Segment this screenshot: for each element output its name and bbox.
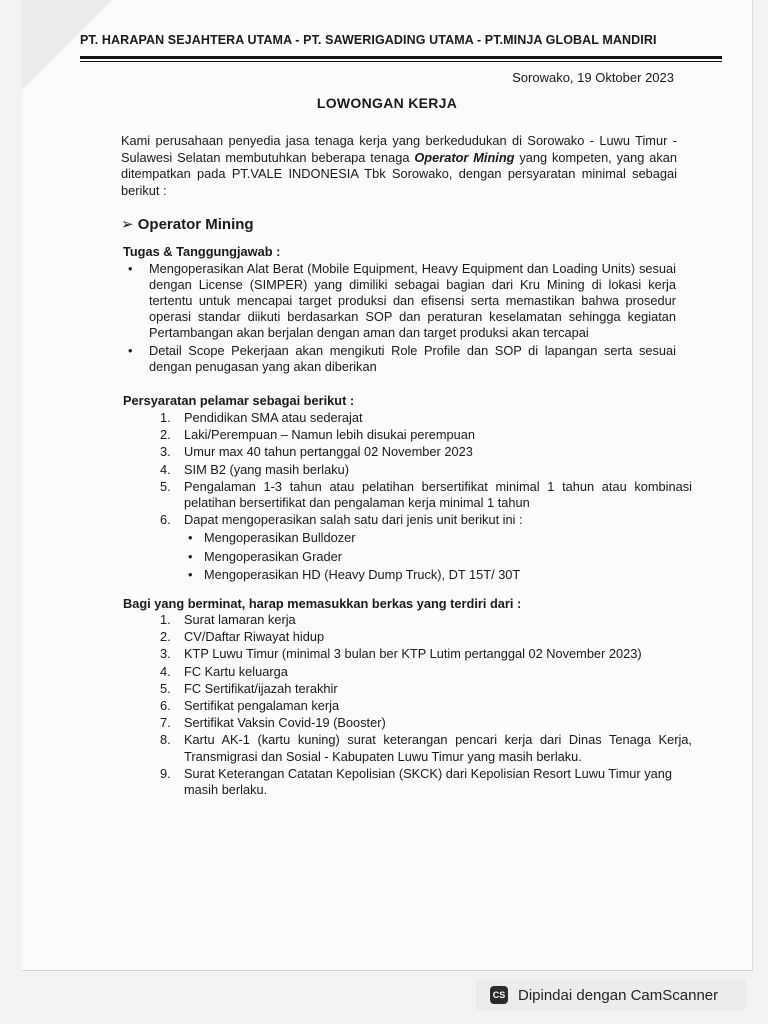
document-text: FC Kartu keluarga	[184, 663, 288, 679]
camscanner-watermark	[476, 980, 746, 1010]
document-text: Kartu AK-1 (kartu kuning) surat keterangan pencari kerja dari Dinas Tenaga Kerja, Transmigrasi dan Sosial - Kabupaten Luwu Timur yang masih berlaku.	[184, 732, 692, 764]
letterhead-companies: PT. HARAPAN SEJAHTERA UTAMA - PT. SAWERIGADING UTAMA - PT.MINJA GLOBAL MANDIRI	[80, 33, 657, 47]
intro-highlight: Operator Mining	[414, 149, 515, 165]
list-item: 6. Dapat mengoperasikan salah satu dari jenis unit berikut ini : • Mengoperasikan Bulldozer • Mengoperasikan Grader • Mengoperasikan HD (Heavy Dump Truck), DT 15T/ 30T	[160, 512, 692, 583]
bullet-icon: •	[128, 261, 133, 276]
camscanner-label: Dipindai dengan CamScanner	[518, 986, 719, 1004]
position-heading	[121, 215, 254, 233]
document-text: CV/Daftar Riwayat hidup	[184, 629, 325, 645]
list-item: 4. FC Kartu keluarga	[160, 663, 288, 679]
requirement-text: SIM B2 (yang masih berlaku)	[184, 461, 350, 477]
bullet-icon: •	[188, 566, 193, 582]
position-title: Operator Mining	[137, 216, 254, 233]
list-item: 8. Kartu AK-1 (kartu kuning) surat keterangan pencari kerja dari Dinas Tenaga Kerja, Transmigrasi dan Sosial - Kabupaten Luwu Timur yang masih berlaku.	[160, 732, 692, 764]
list-item: 1. Surat lamaran kerja	[160, 612, 296, 627]
list-item: 2. Laki/Perempuan – Namun lebih disukai perempuan	[160, 427, 475, 443]
duty-text: Detail Scope Pekerjaan akan mengikuti Role Profile dan SOP di lapangan serta sesuai dengan penugasan yang akan diberikan	[149, 343, 676, 374]
requirement-text: Pendidikan SMA atau sederajat	[184, 410, 363, 425]
requirements-list	[160, 410, 692, 585]
camscanner-icon: CS	[490, 986, 508, 1004]
letterhead-rule-thin	[80, 61, 722, 62]
list-item: 3. Umur max 40 tahun pertanggal 02 November 2023	[160, 444, 473, 460]
list-item: 7. Sertifikat Vaksin Covid-19 (Booster)	[160, 715, 386, 731]
document-text: FC Sertifikat/ijazah terakhir	[184, 680, 338, 696]
document-text: KTP Luwu Timur (minimal 3 bulan ber KTP Lutim pertanggal 02 November 2023)	[184, 646, 642, 662]
documents-list	[160, 612, 692, 799]
list-item	[126, 261, 676, 341]
requirement-text: Laki/Perempuan – Namun lebih disukai perempuan	[184, 427, 475, 443]
letter-date: Sorowako, 19 Oktober 2023	[512, 70, 674, 85]
unit-item	[184, 549, 692, 565]
intro-part2: yang kompeten, yang akan ditempatkan pada PT.VALE INDONESIA Tbk Sorowako, dengan persyaratan minimal sebagai berikut :	[121, 149, 677, 198]
list-item: 9. Surat Keterangan Catatan Kepolisian (SKCK) dari Kepolisian Resort Luwu Timur yang masih berlaku.	[160, 765, 672, 798]
bullet-icon: •	[188, 548, 193, 564]
requirements-heading: Persyaratan pelamar sebagai berikut :	[123, 393, 355, 408]
document-text: Surat Keterangan Catatan Kepolisian (SKCK) dari Kepolisian Resort Luwu Timur yang masih berlaku.	[184, 765, 672, 798]
list-item: 4. SIM B2 (yang masih berlaku)	[160, 461, 350, 477]
bullet-icon: •	[188, 530, 193, 546]
documents-heading: Bagi yang berminat, harap memasukkan berkas yang terdiri dari :	[123, 596, 522, 611]
requirement-text: Pengalaman 1-3 tahun atau pelatihan bersertifikat minimal 1 tahun atau kombinasi pelatihan bersertifikat dan pengalaman kerja minimal 1 tahun	[184, 478, 692, 511]
intro-part1: Kami perusahaan penyedia jasa tenaga kerja yang berkedudukan di Sorowako - Luwu Timur - Sulawesi Selatan membutuhkan beberapa tenaga	[121, 133, 677, 165]
document-text: Surat lamaran kerja	[184, 612, 296, 627]
requirement-text: Umur max 40 tahun pertanggal 02 November 2023	[184, 444, 473, 460]
list-item: 1. Pendidikan SMA atau sederajat	[160, 410, 363, 425]
intro-paragraph	[121, 133, 677, 199]
unit-text: Mengoperasikan HD (Heavy Dump Truck), DT 15T/ 30T	[204, 566, 521, 582]
duty-text: Mengoperasikan Alat Berat (Mobile Equipment, Heavy Equipment dan Loading Units) sesuai dengan License (SIMPER) yang dimiliki sebagai bagian dari Kru Mining di lokasi kerja tertentu untuk mencapai target produksi dan efisensi serta memastikan bahwa prosedur operasi standar diikuti berdasarkan SOP dan peraturan keselamatan sehingga kegiatan Pertambangan akan berjalan dengan aman dan target produksi akan tercapai	[149, 261, 676, 340]
list-item: 3. KTP Luwu Timur (minimal 3 bulan ber KTP Lutim pertanggal 02 November 2023)	[160, 646, 642, 662]
unit-item	[184, 530, 692, 546]
list-item: 5. Pengalaman 1-3 tahun atau pelatihan bersertifikat minimal 1 tahun atau kombinasi pelatihan bersertifikat dan pengalaman kerja minimal 1 tahun	[160, 478, 692, 511]
document-page	[22, 0, 753, 971]
list-item: 6. Sertifikat pengalaman kerja	[160, 698, 340, 714]
list-item	[126, 343, 676, 375]
unit-item	[184, 567, 692, 583]
unit-list	[184, 530, 692, 583]
list-item: 5. FC Sertifikat/ijazah terakhir	[160, 680, 338, 696]
duties-list	[126, 261, 676, 377]
bullet-icon: •	[128, 343, 133, 358]
letterhead-rule-thick	[80, 56, 722, 59]
duties-heading: Tugas & Tanggungjawab :	[123, 244, 281, 259]
document-text: Sertifikat pengalaman kerja	[184, 698, 340, 714]
unit-text: Mengoperasikan Grader	[204, 548, 342, 564]
document-text: Sertifikat Vaksin Covid-19 (Booster)	[184, 715, 386, 731]
requirement-text: Dapat mengoperasikan salah satu dari jenis unit berikut ini :	[184, 512, 523, 528]
list-item: 2. CV/Daftar Riwayat hidup	[160, 629, 325, 645]
unit-text: Mengoperasikan Bulldozer	[204, 530, 356, 546]
page-title: LOWONGAN KERJA	[316, 95, 458, 111]
arrow-icon: ➢	[121, 216, 134, 233]
